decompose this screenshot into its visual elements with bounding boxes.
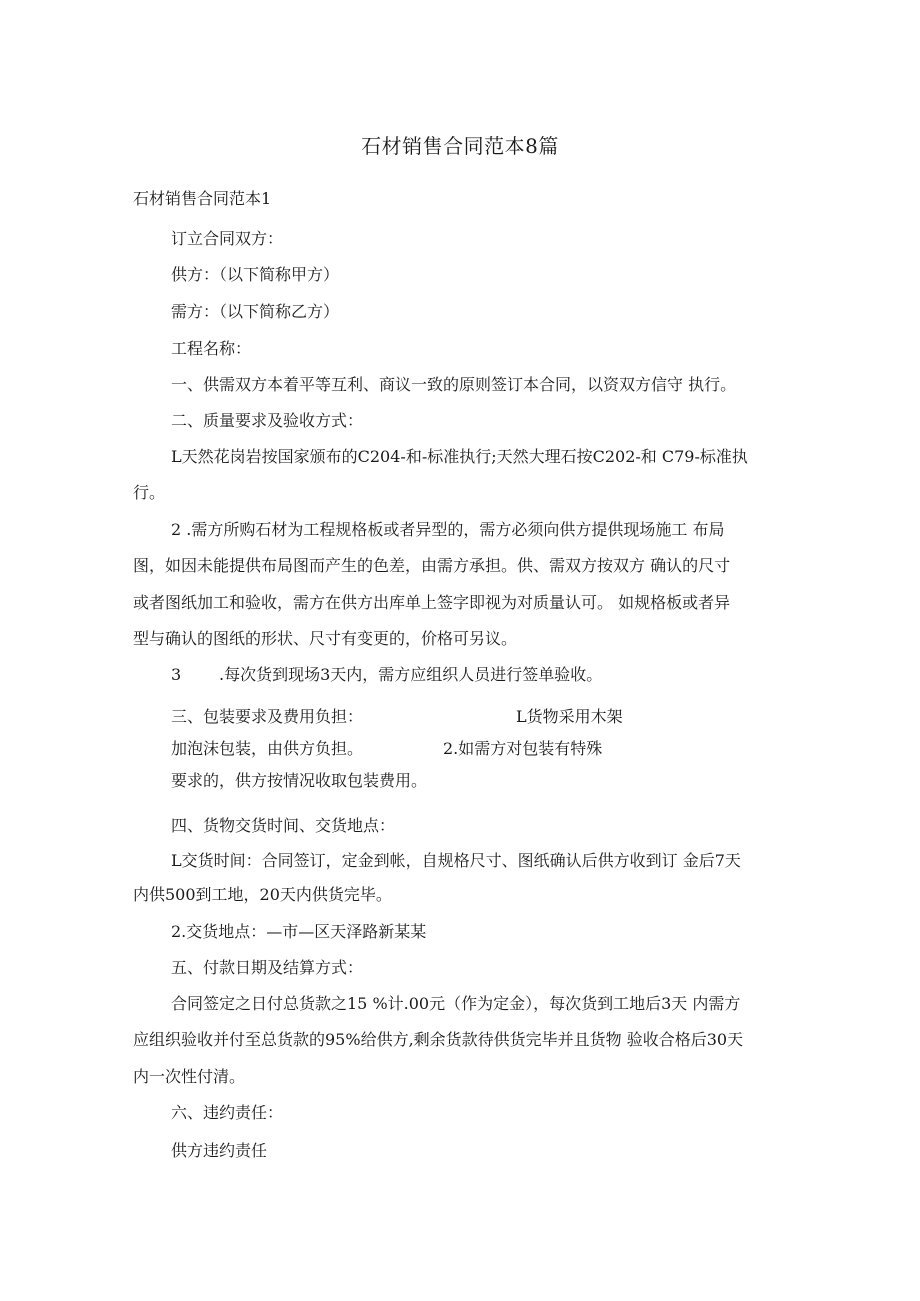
clause-2-heading: 二、质量要求及验收方式： [171, 411, 364, 430]
clause-3-heading: 三、包装要求及费用负担： [171, 707, 364, 726]
clause-2-item-2-line-3: 或者图纸加工和验收，需方在供方出库单上签字即视为对质量认可。 如规格板或者异 [133, 593, 731, 612]
clause-5-line-3: 内一次性付清。 [133, 1067, 246, 1086]
clause-1: 一、供需双方本着平等互利、商议一致的原则签订本合同，以资双方信守 执行。 [171, 375, 737, 394]
clause-2-item-2-line-4: 型与确认的图纸的形状、尺寸有变更的，价格可另议。 [133, 629, 518, 648]
clause-6-heading: 六、违约责任： [171, 1103, 284, 1122]
clause-2-item-1-line-2: 行。 [133, 483, 166, 502]
clause-2-item-2-line-1: 2 .需方所购石材为工程规格板或者异型的，需方必须向供方提供现场施工 布局 [171, 520, 725, 539]
clause-4-item-2: 2.交货地点：—市—区天泽路新某某 [171, 922, 427, 941]
supplier-line: 供方：（以下简称甲方） [171, 265, 340, 284]
project-name-line: 工程名称： [171, 339, 252, 358]
document-title: 石材销售合同范本8篇 [361, 134, 559, 158]
clause-2-item-3-number: 3 [171, 665, 182, 684]
parties-heading: 订立合同双方： [171, 229, 284, 248]
clause-6-subheading: 供方违约责任 [171, 1141, 268, 1160]
clause-4-heading: 四、货物交货时间、交货地点： [171, 816, 396, 835]
clause-3-item-2: 2.如需方对包装有特殊 [443, 739, 603, 758]
clause-5-heading: 五、付款日期及结算方式： [171, 958, 364, 977]
clause-4-item-1-line-1: L交货时间：合同签订，定金到帐，自规格尺寸、图纸确认后供方收到订 金后7天 [171, 851, 741, 870]
clause-3-item-1: L货物采用木架 [516, 707, 623, 726]
clause-2-item-3-text: .每次货到现场3天内，需方应组织人员进行签单验收。 [219, 665, 603, 684]
contract-subtitle: 石材销售合同范本1 [133, 189, 272, 208]
clause-2-item-2-line-2: 图，如因未能提供布局图而产生的色差，由需方承担。供、需双方按双方 确认的尺寸 [133, 556, 731, 575]
buyer-line: 需方：（以下简称乙方） [171, 302, 340, 321]
clause-5-line-2: 应组织验收并付至总货款的95%给供方,剩余货款待供货完毕并且货物 验收合格后30天 [133, 1030, 744, 1049]
clause-5-line-1: 合同签定之日付总货款之15 %计.00元（作为定金），每次货到工地后3天 内需方 [171, 994, 741, 1013]
clause-4-item-1-line-2: 内供500到工地，20天内供货完毕。 [133, 885, 392, 904]
clause-3-item-1-cont: 加泡沫包装，由供方负担。 [171, 739, 364, 758]
clause-3-item-2-cont: 要求的，供方按情况收取包装费用。 [171, 771, 428, 790]
clause-2-item-1-line-1: L天然花岗岩按国家颁布的C204-和-标准执行;天然大理石按C202-和 C79-标准执 [171, 447, 748, 466]
